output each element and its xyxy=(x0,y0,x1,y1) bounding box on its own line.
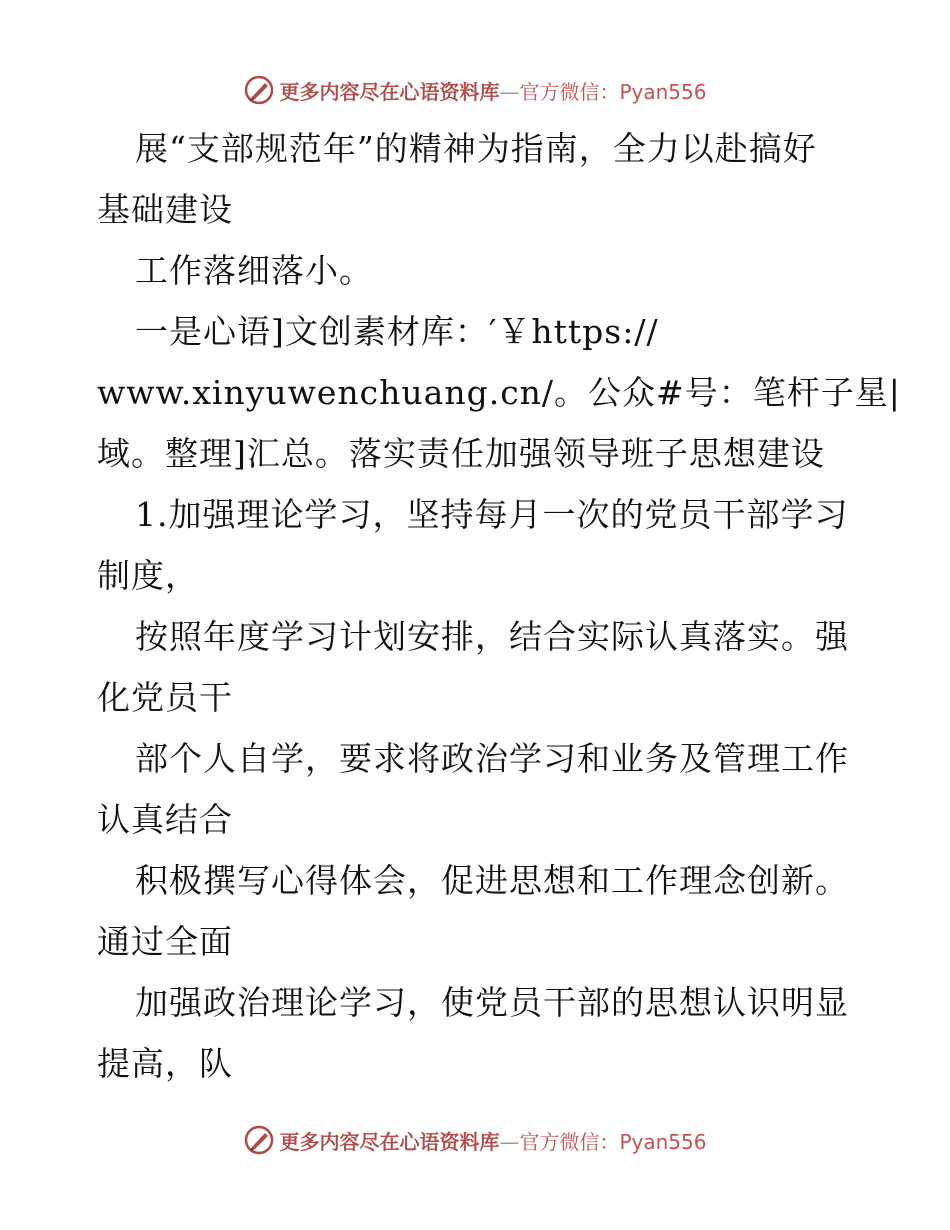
text-line: 认真结合 xyxy=(97,800,233,839)
text-line: 1.加强理论学习，坚持每月一次的党员干部学习 xyxy=(135,495,849,534)
banner-text xyxy=(279,1126,706,1155)
text-line: www.xinyuwenchuang.cn/。公众#号：笔杆子星| xyxy=(97,373,901,412)
pen-logo-icon xyxy=(243,1124,275,1156)
text-line: 积极撰写心得体会，促进思想和工作理念创新。 xyxy=(135,861,849,900)
pen-logo-icon xyxy=(243,74,275,106)
banner-wechat: 官方微信：Pyan556 xyxy=(519,79,707,104)
banner-site-name: 更多内容尽在心语资料库 xyxy=(279,1129,500,1154)
text-line: 域。整理]汇总。落实责任加强领导班子思想建设 xyxy=(97,434,825,473)
footer-banner xyxy=(0,1120,950,1160)
text-line: 部个人自学，要求将政治学习和业务及管理工作 xyxy=(135,739,849,778)
banner-dash: — xyxy=(499,1129,520,1154)
text-line: 加强政治理论学习，使党员干部的思想认识明显 xyxy=(135,983,849,1022)
text-line: 通过全面 xyxy=(97,922,233,961)
banner-dash: — xyxy=(499,79,520,104)
text-line: 基础建设 xyxy=(97,190,233,229)
banner-text xyxy=(279,76,706,105)
text-line: 展“支部规范年”的精神为指南，全力以赴搞好 xyxy=(135,129,817,168)
text-line: 提高，队 xyxy=(97,1044,233,1083)
document-body xyxy=(97,118,901,1094)
text-line: 按照年度学习计划安排，结合实际认真落实。强 xyxy=(135,617,849,656)
header-banner xyxy=(0,70,950,110)
text-line: 一是心语]文创素材库：′￥https:// xyxy=(135,312,659,351)
banner-site-name: 更多内容尽在心语资料库 xyxy=(279,79,500,104)
text-line: 化党员干 xyxy=(97,678,233,717)
text-line: 制度， xyxy=(97,556,199,595)
banner-wechat: 官方微信：Pyan556 xyxy=(519,1129,707,1154)
text-line: 工作落细落小。 xyxy=(135,251,373,290)
